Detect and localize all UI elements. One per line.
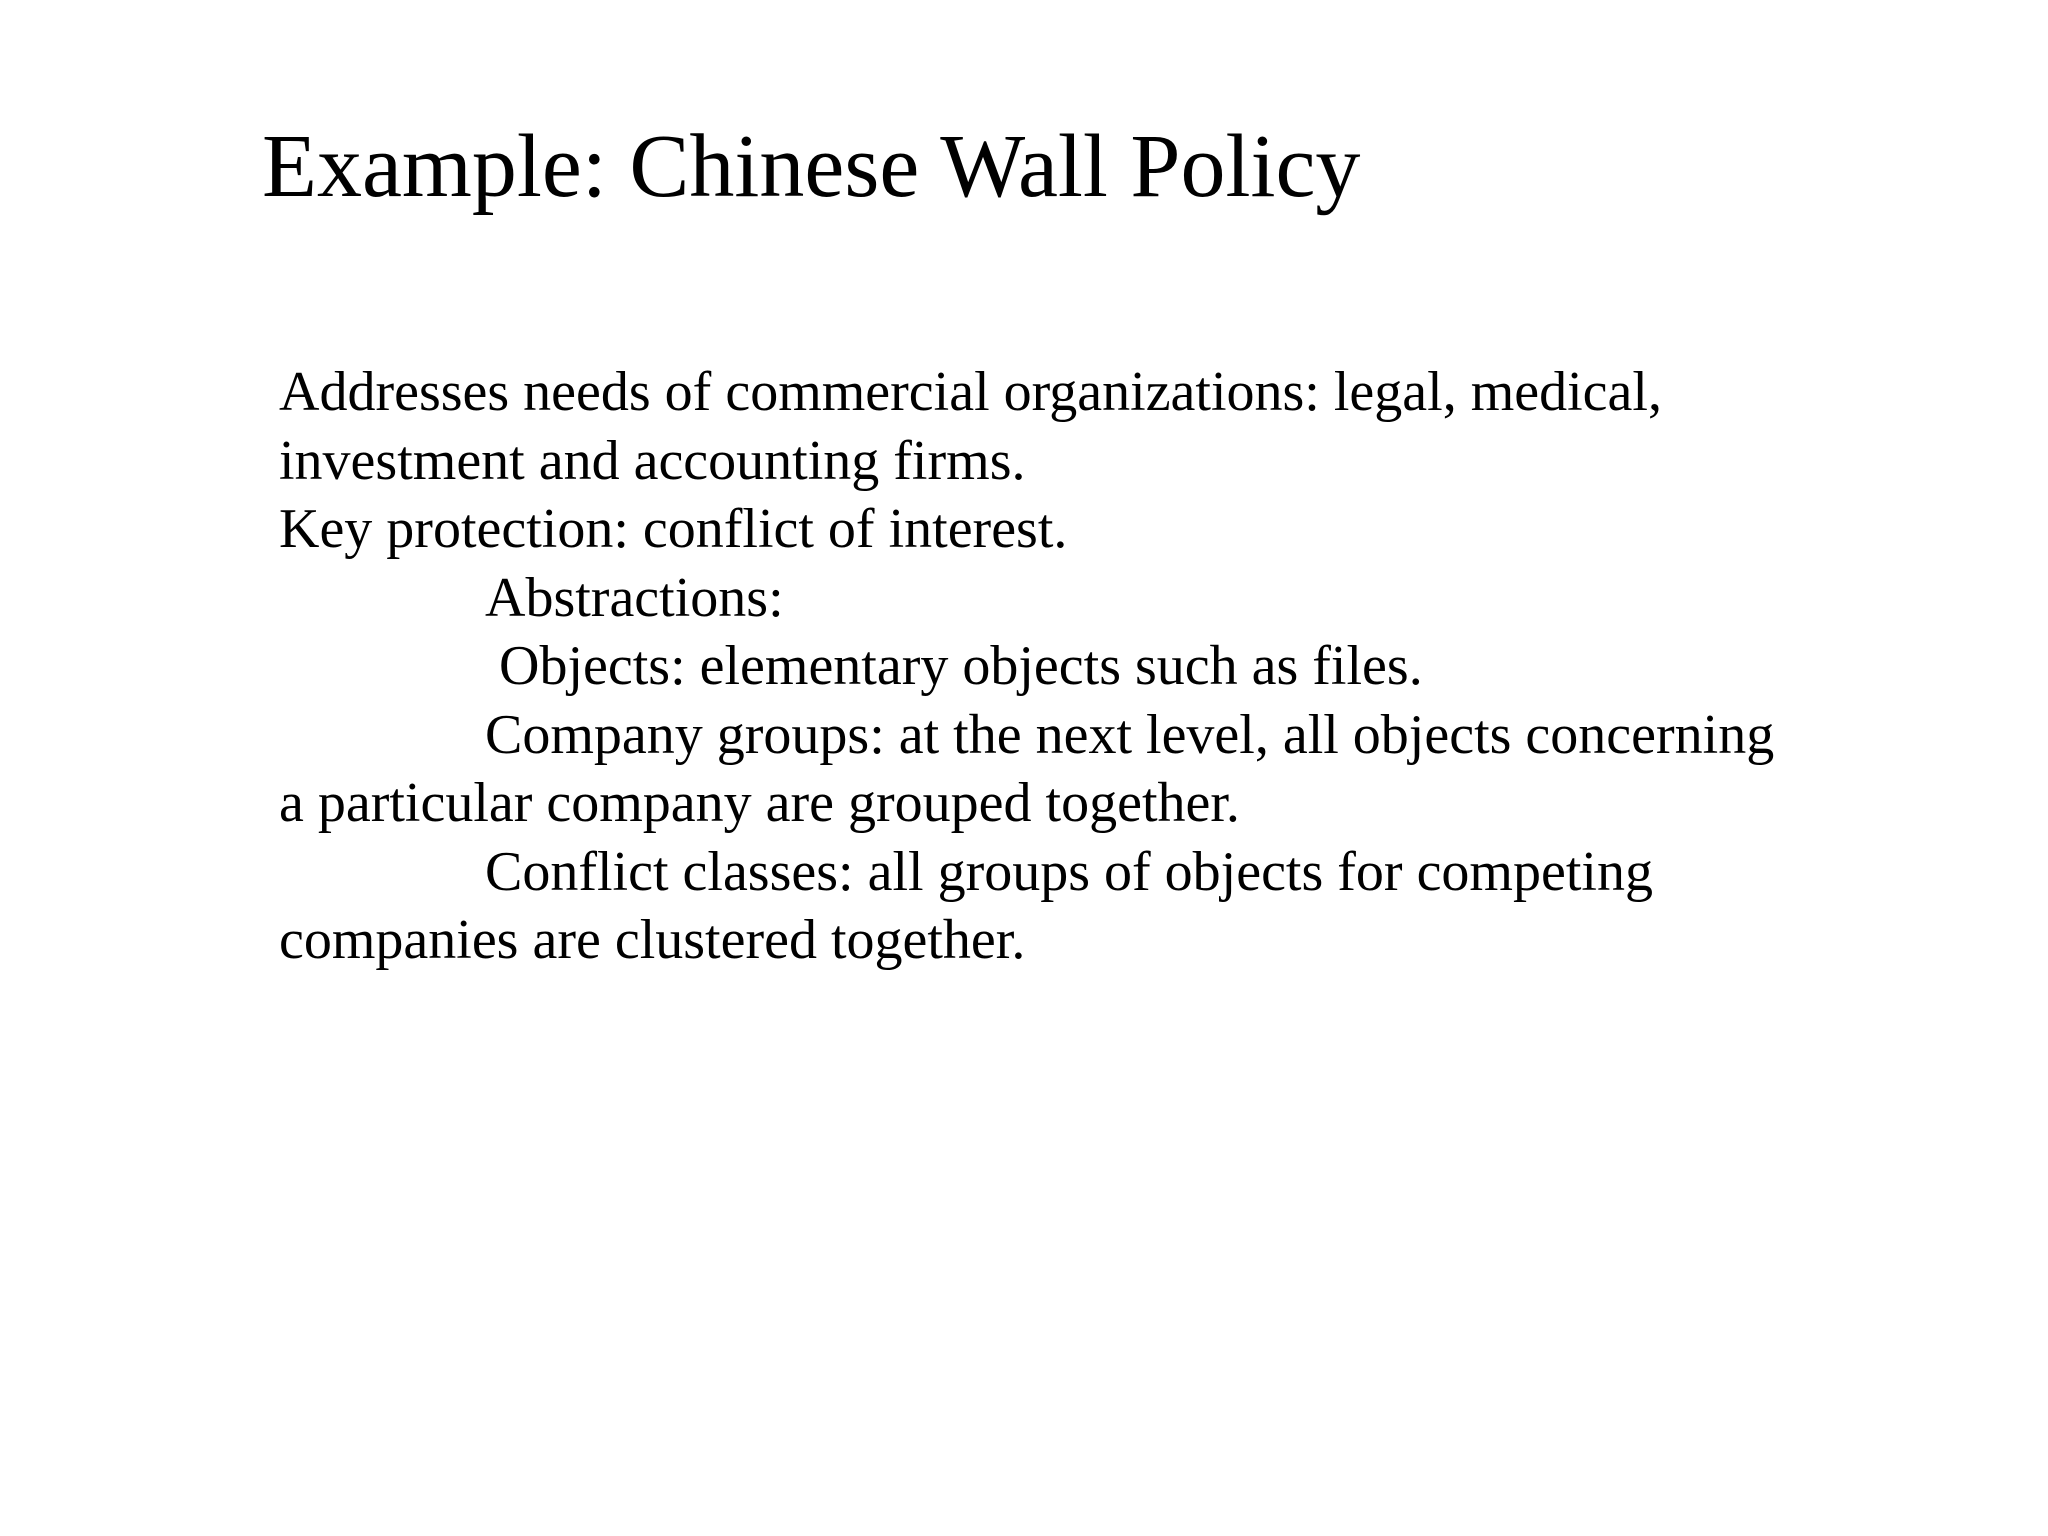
body-line-investment: investment and accounting firms.	[279, 429, 1026, 492]
slide-body	[279, 358, 1839, 975]
body-line-objects: Objects: elementary objects such as files.	[499, 635, 1423, 697]
body-line-clustered: companies are clustered together.	[279, 909, 1026, 971]
body-line-particular-company: a particular company are grouped together.	[279, 772, 1240, 834]
body-line-addresses: Addresses needs of commercial organizations: legal, medical,	[279, 361, 1662, 423]
body-line-abstractions: Abstractions:	[485, 566, 784, 629]
body-line-key-protection: Key protection: conflict of interest.	[279, 498, 1068, 560]
body-line-conflict-classes: Conflict classes: all groups of objects for competing	[485, 840, 1653, 903]
body-line-company-groups: Company groups: at the next level, all objects concerning	[485, 703, 1775, 766]
slide-title: Example: Chinese Wall Policy	[262, 117, 1361, 216]
